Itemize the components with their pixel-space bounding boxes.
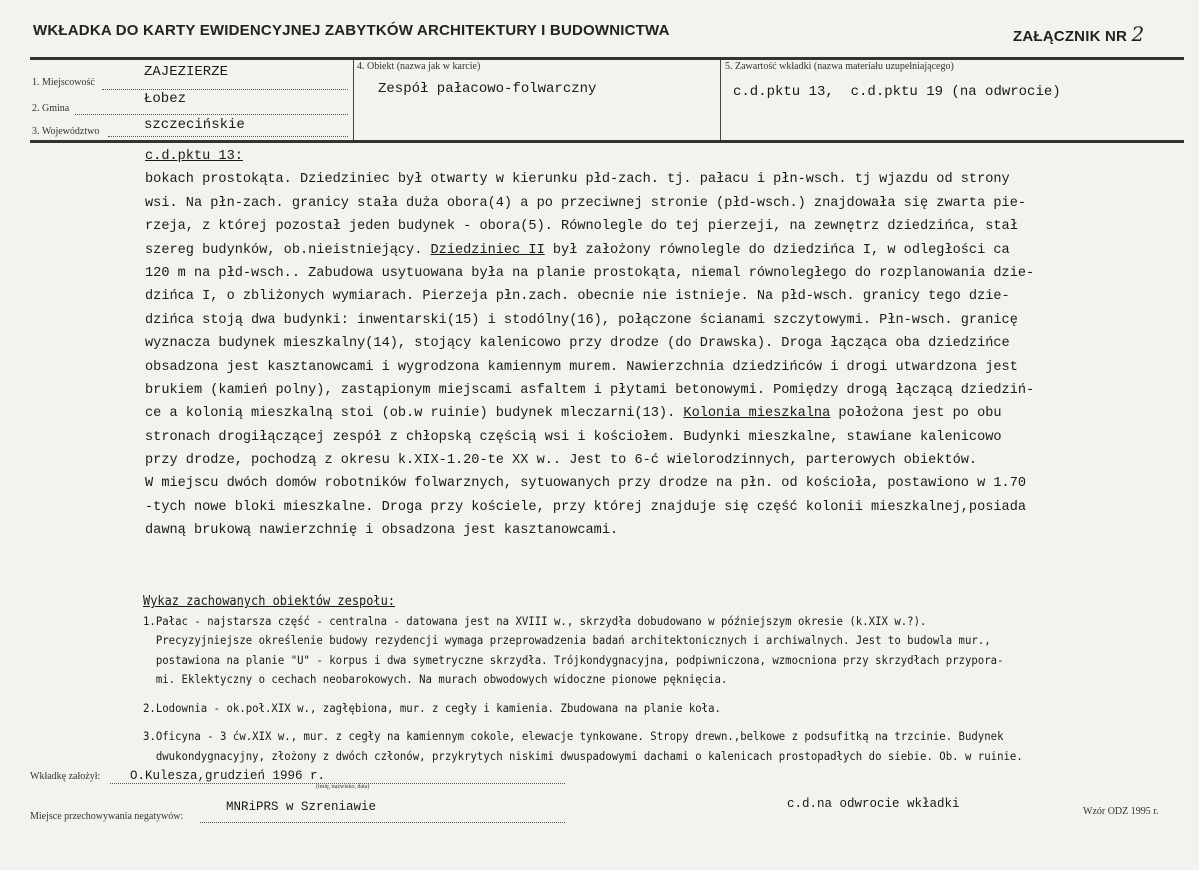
contents-value: c.d.pktu 13, c.d.pktu 19 (na odwrocie) — [733, 84, 1061, 100]
text-segment: stronach drogiłączącej zespół z chłopską częścią wsi i kościołem. Budynki mieszkalne, stawiane kalenicowo — [145, 429, 1002, 445]
text-segment: przy drodze, pochodzą z okresu k.XIX-1.20-te XX w.. Jest to 6-ć wielorodzinnych, parterowych obiektów. — [145, 453, 978, 469]
continued-note: c.d.na odwrocie wkładki — [787, 797, 960, 811]
text-line — [145, 192, 1185, 215]
author-hint: (imię, nazwisko, data) — [316, 784, 370, 790]
text-segment: był założony równolegle do dziedzińca I, w odległości ca — [544, 242, 1010, 258]
text-line — [145, 332, 1185, 355]
text-line — [145, 379, 1185, 402]
annex-label — [1013, 22, 1144, 46]
text-segment: wsi. Na płn-zach. granicy stała duża obora(4) a po przeciwnej stronie (płd-wsch.) znajdowała się zwarta pie- — [145, 195, 1027, 211]
storage-value: MNRiPRS w Szreniawie — [226, 800, 377, 814]
text-segment: wyznacza budynek mieszkalny(14), stojący kalenicowo przy drodze (do Drawska). Droga łącząca oba dziedzińce — [145, 336, 1010, 352]
text-segment: dawną brukową nawierzchnię i obsadzona jest kasztanowcami. — [145, 523, 619, 539]
locality-value: ZAJEZIERZE — [144, 64, 229, 80]
contents-label: 5. Zawartość wkładki (nazwa materiału uzupełniającego) — [725, 61, 954, 72]
text-line — [145, 215, 1185, 238]
text-segment: bokach prostokąta. Dziedziniec był otwarty w kierunku płd-zach. tj. pałacu i płn-wsch. tj wjazdu od strony — [145, 172, 1010, 188]
template-version: Wzór ODZ 1995 r. — [1083, 806, 1159, 817]
commune-label: 2. Gmina — [32, 103, 70, 114]
text-line — [145, 309, 1185, 332]
inventory-heading: Wykaz zachowanych obiektów zespołu: — [143, 594, 396, 609]
text-segment: W miejscu dwóch domów robotników folwarznych, sytuowanych przy drodze na płn. od kościoła, postawiono w 1.70 — [145, 476, 1027, 492]
text-line — [145, 262, 1185, 285]
inventory-line: 1.Pałac - najstarsza część - centralna - datowana jest na XVIII w., skrzydła dobudowano w późniejszym okresie (k.XIX w.?). — [143, 613, 927, 628]
inventory-line — [143, 690, 1109, 699]
storage-label: Miejsce przechowywania negatywów: — [30, 811, 184, 822]
text-segment: 120 m na płd-wsch.. Zabudowa usytuowana była na planie prostokąta, niemal równoległego do rozplanowania dzie- — [145, 265, 1035, 281]
object-value: Zespół pałacowo-folwarczny — [378, 81, 597, 97]
text-segment: dzińca I, o zbliżonych wymiarach. Pierzeja płn.zach. obecnie nie istnieje. Na płd-wsch. granicy tego dzie- — [145, 289, 1010, 305]
text-segment: szereg budynków, ob.nieistniejący. — [145, 242, 431, 258]
inventory-line: dwukondygnacyjny, złożony z dwóch członów, przykrytych niskimi dwuspadowymi dachami o kalenicach prostopadłych do siebie. Ob. w ruinie. — [143, 748, 1023, 763]
description-body — [145, 145, 1185, 543]
text-line — [145, 519, 1185, 542]
annex-number: 2 — [1131, 22, 1145, 46]
locality-label: 1. Miejscowość — [32, 77, 95, 88]
inventory-line: 2.Lodownia - ok.poł.XIX w., zagłębiona, mur. z cegły i kamienia. Zbudowana na planie koła. — [143, 700, 721, 715]
text-line — [145, 472, 1185, 495]
text-line — [145, 285, 1185, 308]
inventory-line: postawiona na planie "U" - korpus i dwa symetryczne skrzydła. Trójkondygnacyjna, podpiwniczona, wzmocniona przy skrzydłach przypora- — [143, 652, 1004, 667]
commune-value: Łobez — [144, 91, 187, 107]
voivodeship-value: szczecińskie — [144, 117, 245, 133]
inventory-line — [143, 718, 1109, 727]
section-heading: c.d.pktu 13: — [145, 149, 243, 164]
text-line — [145, 426, 1185, 449]
text-segment: ce a kolonią mieszkalną stoi (ob.w ruinie) budynek mleczarni(13). — [145, 406, 684, 422]
underlined-term: Kolonia mieszkalna — [683, 406, 831, 422]
text-segment: brukiem (kamień polny), zastąpionym miejscami asfaltem i płytami betonowymi. Pomiędzy drogą łączącą dziedziń- — [145, 382, 1035, 398]
text-line — [145, 239, 1185, 262]
author-label: Wkładkę założył: — [30, 771, 101, 782]
text-segment: dzińca stoją dwa budynki: inwentarski(15) i stodólny(16), połączone ścianami szczytowymi. Płn-wsch. granicę — [145, 312, 1018, 328]
text-line — [145, 356, 1185, 379]
author-value: O.Kulesza,grudzień 1996 r. — [130, 769, 326, 783]
text-segment: rzeja, z której pozostał jeden budynek - obora(5). Równolegle do tej pierzeji, na zewnętrz dziedzińca, stał — [145, 219, 1018, 235]
text-line — [145, 496, 1185, 519]
text-line — [145, 168, 1185, 191]
inventory-list — [143, 592, 1109, 766]
voivodeship-label: 3. Województwo — [32, 126, 100, 137]
annex-label-text: ZAŁĄCZNIK NR — [1013, 28, 1128, 45]
underlined-term: Dziedziniec II — [430, 242, 545, 258]
document-title: WKŁADKA DO KARTY EWIDENCYJNEJ ZABYTKÓW ARCHITEKTURY I BUDOWNICTWA — [33, 22, 670, 39]
text-segment: -tych nowe bloki mieszkalne. Droga przy kościele, przy której znajduje się część kolonii mieszkalnej,posiada — [145, 499, 1027, 515]
object-label: 4. Obiekt (nazwa jak w karcie) — [357, 61, 481, 72]
header-form-table — [30, 57, 1184, 143]
text-line — [145, 402, 1185, 425]
inventory-line: Precyzyjniejsze określenie budowy rezydencji wymaga przeprowadzenia badań architektonicznych i archiwalnych. Jest to budowla mur., — [143, 633, 991, 647]
inventory-line: 3.Oficyna - 3 ćw.XIX w., mur. z cegły na kamiennym cokole, elewacje tynkowane. Stropy drewn.,belkowe z podsufitką na trzcinie. Budynek — [143, 729, 1004, 743]
inventory-line: mi. Eklektyczny o cechach neobarokowych. Na murach obwodowych widoczne pionowe pęknięcia. — [143, 672, 728, 686]
text-segment: położona jest po obu — [830, 406, 1002, 422]
text-line — [145, 449, 1185, 472]
text-segment: obsadzona jest kasztanowcami i wygrodzona kamiennym murem. Nawierzchnia dziedzińców i drogi utwardzona jest — [145, 359, 1018, 375]
